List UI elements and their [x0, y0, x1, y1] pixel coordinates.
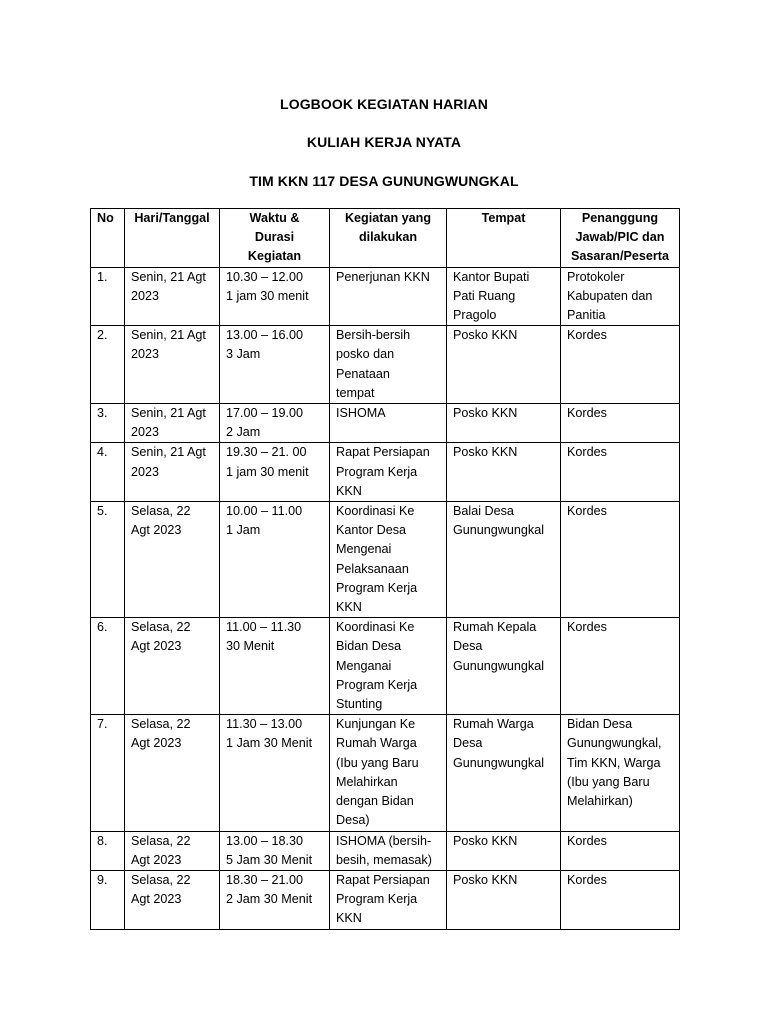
cell-activity: Bersih-bersih posko dan Penataan tempat: [330, 326, 447, 404]
cell-pic: Kordes: [561, 326, 680, 404]
cell-activity: Koordinasi Ke Kantor Desa Mengenai Pelaksanaan Program Kerja KKN: [330, 502, 447, 618]
cell-no: 7.: [91, 715, 125, 831]
cell-date: Selasa, 22 Agt 2023: [125, 715, 220, 831]
cell-pic: Kordes: [561, 870, 680, 929]
cell-activity: ISHOMA: [330, 404, 447, 443]
cell-activity: Penerjunan KKN: [330, 267, 447, 326]
cell-place: Posko KKN: [447, 326, 561, 404]
cell-place: Rumah Kepala Desa Gunungwungkal: [447, 618, 561, 715]
cell-date: Senin, 21 Agt 2023: [125, 404, 220, 443]
table-row: [91, 870, 680, 929]
cell-no: 8.: [91, 831, 125, 870]
table-row: [91, 326, 680, 404]
cell-time: 17.00 – 19.00 2 Jam: [220, 404, 330, 443]
cell-date: Selasa, 22 Agt 2023: [125, 618, 220, 715]
cell-time: 13.00 – 16.00 3 Jam: [220, 326, 330, 404]
cell-pic: Protokoler Kabupaten dan Panitia: [561, 267, 680, 326]
cell-time: 11.00 – 11.30 30 Menit: [220, 618, 330, 715]
cell-activity: Rapat Persiapan Program Kerja KKN: [330, 870, 447, 929]
document-title: LOGBOOK KEGIATAN HARIAN: [280, 96, 488, 112]
table-header-row: [91, 209, 680, 268]
cell-place: Posko KKN: [447, 404, 561, 443]
cell-pic: Bidan Desa Gunungwungkal, Tim KKN, Warga (Ibu yang Baru Melahirkan): [561, 715, 680, 831]
cell-activity: Rapat Persiapan Program Kerja KKN: [330, 443, 447, 502]
document-subtitle: KULIAH KERJA NYATA: [306, 134, 462, 150]
table-row: [91, 715, 680, 831]
cell-activity: ISHOMA (bersih- besih, memasak): [330, 831, 447, 870]
cell-date: Selasa, 22 Agt 2023: [125, 502, 220, 618]
column-header-activity: Kegiatan yang dilakukan: [330, 209, 447, 268]
cell-no: 3.: [91, 404, 125, 443]
cell-time: 13.00 – 18.30 5 Jam 30 Menit: [220, 831, 330, 870]
cell-place: Kantor Bupati Pati Ruang Pragolo: [447, 267, 561, 326]
table-row: [91, 502, 680, 618]
cell-activity: Kunjungan Ke Rumah Warga (Ibu yang Baru Melahirkan dengan Bidan Desa): [330, 715, 447, 831]
cell-place: Posko KKN: [447, 870, 561, 929]
cell-place: Balai Desa Gunungwungkal: [447, 502, 561, 618]
table-row: [91, 618, 680, 715]
table-row: [91, 831, 680, 870]
cell-time: 18.30 – 21.00 2 Jam 30 Menit: [220, 870, 330, 929]
table-row: [91, 267, 680, 326]
column-header-time: Waktu & Durasi Kegiatan: [220, 209, 330, 268]
cell-activity: Koordinasi Ke Bidan Desa Menganai Program Kerja Stunting: [330, 618, 447, 715]
table-row: [91, 404, 680, 443]
cell-date: Senin, 21 Agt 2023: [125, 267, 220, 326]
team-title: TIM KKN 117 DESA GUNUNGWUNGKAL: [249, 173, 519, 189]
cell-pic: Kordes: [561, 831, 680, 870]
cell-pic: Kordes: [561, 618, 680, 715]
cell-place: Rumah Warga Desa Gunungwungkal: [447, 715, 561, 831]
cell-pic: Kordes: [561, 404, 680, 443]
column-header-date: Hari/Tanggal: [125, 209, 220, 268]
cell-no: 5.: [91, 502, 125, 618]
cell-place: Posko KKN: [447, 831, 561, 870]
cell-time: 10.30 – 12.00 1 jam 30 menit: [220, 267, 330, 326]
cell-no: 6.: [91, 618, 125, 715]
cell-pic: Kordes: [561, 443, 680, 502]
cell-pic: Kordes: [561, 502, 680, 618]
cell-time: 10.00 – 11.00 1 Jam: [220, 502, 330, 618]
cell-time: 11.30 – 13.00 1 Jam 30 Menit: [220, 715, 330, 831]
cell-date: Selasa, 22 Agt 2023: [125, 870, 220, 929]
cell-date: Senin, 21 Agt 2023: [125, 443, 220, 502]
cell-no: 1.: [91, 267, 125, 326]
cell-date: Selasa, 22 Agt 2023: [125, 831, 220, 870]
cell-no: 2.: [91, 326, 125, 404]
cell-date: Senin, 21 Agt 2023: [125, 326, 220, 404]
cell-no: 4.: [91, 443, 125, 502]
column-header-pic: Penanggung Jawab/PIC dan Sasaran/Peserta: [561, 209, 680, 268]
column-header-place: Tempat: [447, 209, 561, 268]
cell-no: 9.: [91, 870, 125, 929]
table-row: [91, 443, 680, 502]
logbook-table: [90, 208, 680, 930]
column-header-no: No: [91, 209, 125, 268]
cell-place: Posko KKN: [447, 443, 561, 502]
cell-time: 19.30 – 21. 00 1 jam 30 menit: [220, 443, 330, 502]
